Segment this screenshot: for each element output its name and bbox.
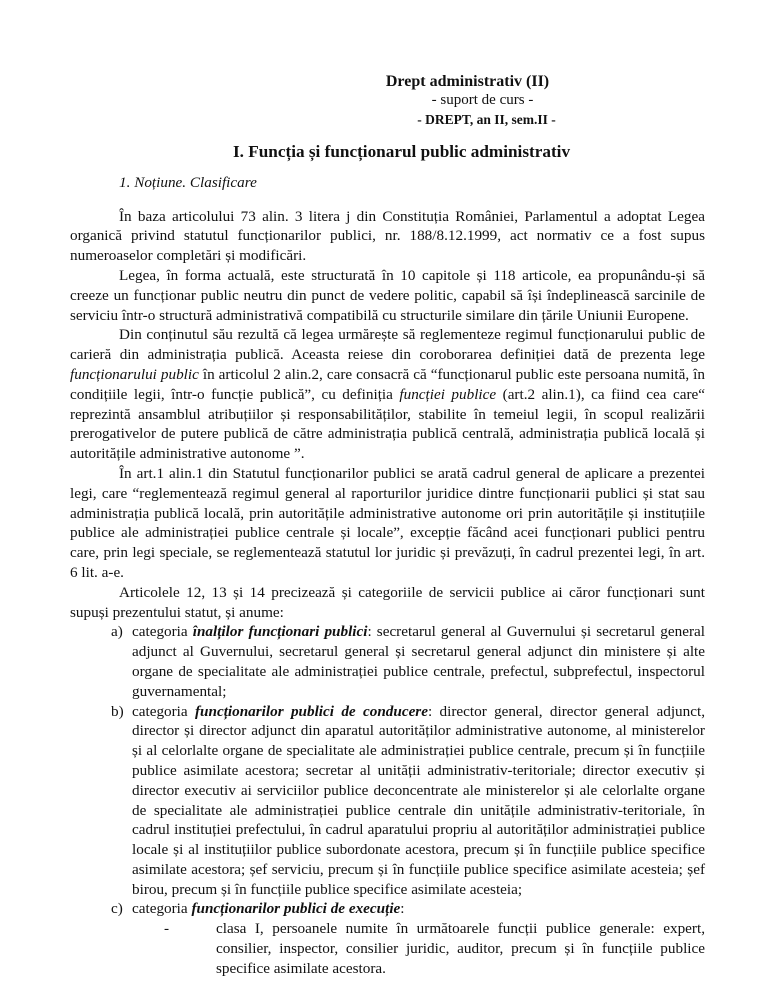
paragraph-4 bbox=[70, 464, 705, 583]
subitem-clasa-1 bbox=[70, 919, 705, 978]
category-item-a bbox=[70, 622, 705, 701]
list-marker: c) bbox=[111, 900, 123, 918]
paragraph-4-text-a: În art.1 alin.1 din Statutul funcționarilor publici se arată cadrul general de aplicare a prezentei legi, care “reglementează regimul general al raporturilor juridice dintre funcționarii publici și stat sau administrația publică locală, prin autoritățile administrative autonome ori prin autoritățile și instituțiile publice ale administrației publice centrale și locale”, excepție făcând acei funcționari publici pentru care, prin legi speciale, se reglementează statutul lor juridic și prevăzuți, în cadrul prezentei legi, în art. 6 lit. a-e. bbox=[70, 464, 705, 581]
category-name: funcționarilor publici de conducere bbox=[195, 702, 428, 720]
category-item-b bbox=[70, 702, 705, 900]
category-text: : director general, director general adjunct, director și director adjunct din aparatul autorităților administrative autonome, al ministerelor și al celorlalte organe de specialitate ale administrației publice centrale, precum și în funcțiile publice asimilate acestora; secretar al unității administrativ-teritoriale; director executiv și director executiv ai serviciilor publice deconcentrate ale ministerelor și ale celorlalte organe de specialitate ale administrației publice centrale din unitățile administrativ-teritoriale, în cadrul instituției prefectului, în cadrul aparatului propriu al autorităților administrației publice locale și al instituțiilor publice subordonate acestora, precum și în funcțiile publice specifice asimilate acestora; șef serviciu, precum și în funcțiile publice specifice asimilate acesteia; șef birou, precum și în funcțiile publice specifice asimilate acesteia; bbox=[132, 702, 705, 898]
category-prefix: categoria bbox=[132, 702, 195, 720]
paragraph-3-text-e: (art.2 alin.1), ca fiind cea care“ reprezintă ansamblul atribuțiilor și responsabilităților, stabilite în temeiul legii, în scopul realizării prerogativelor de putere publică de către administrația publică centrală, administrația publică locală și autoritățile administrative autonome ”. bbox=[70, 385, 705, 463]
section-title: 1. Noțiune. Clasificare bbox=[119, 173, 257, 191]
paragraph-3 bbox=[70, 325, 705, 464]
paragraph-3-text-c: în articolul 2 alin.2, care consacră că “funcționarul public este persoana numită, în condițiile legii, într-o funcție publică”, cu definiția bbox=[70, 365, 705, 403]
course-program: - DREPT, an II, sem.II - bbox=[417, 112, 556, 127]
course-title: Drept administrativ (II) bbox=[385, 73, 550, 90]
categories-list bbox=[70, 622, 705, 919]
category-item-c bbox=[70, 899, 705, 919]
category-text: : bbox=[400, 900, 405, 918]
course-subtitle: - suport de curs - bbox=[431, 92, 534, 108]
category-name: funcționarilor publici de execuție bbox=[191, 900, 401, 918]
category-prefix: categoria bbox=[132, 623, 193, 641]
paragraph-1: În baza articolului 73 alin. 3 litera j din Constituția României, Parlamentul a adoptat Legea organică privind statutul funcționarilor publici, nr. 188/8.12.1999, act normativ ce a fost supus numeroaselor completări și modificări. bbox=[70, 207, 705, 265]
paragraph-5: Articolele 12, 13 și 14 precizează și categoriile de servicii publice ai căror funcționari sunt supuși prezentului statut, și anume: bbox=[70, 583, 705, 621]
paragraph-3-text-a: Din conținutul său rezultă că legea urmărește să reglementeze regimul funcționarului public de carieră din administrația publică. Aceasta reiese din coroborarea definiției dată de prezenta lege bbox=[70, 326, 705, 364]
list-marker: b) bbox=[111, 702, 124, 720]
category-text: : secretarul general al Guvernului și secretarul general adjunct al Guvernului, secretarul general și secretarul general adjunct din ministere și alte organe de specialitate ale administrației publice centrale, prefectul, subprefectul, inspectorul guvernamental; bbox=[132, 623, 705, 700]
category-prefix: categoria bbox=[132, 900, 192, 918]
paragraph-2: Legea, în forma actuală, este structurată în 10 capitole și 118 articole, ea propunându-și să creeze un funcționar public neutru din punct de vedere politic, capabil să își îndeplinească sarcinile de serviciu într-o structură administrativă compatibilă cu structurile similare din țările Uniunii Europene. bbox=[70, 266, 705, 324]
term-functie-publica: funcției publice bbox=[399, 385, 497, 403]
subitem-text: clasa I, persoanele numite în următoarele funcții publice generale: expert, consilier, inspector, consilier juridic, auditor, precum și în funcțiile publice specifice asimilate acestora. bbox=[216, 920, 705, 977]
category-name: înalților funcționari publici bbox=[192, 623, 368, 641]
list-marker: a) bbox=[111, 623, 123, 641]
term-functionar-public: funcționarului public bbox=[70, 365, 199, 383]
chapter-title: I. Funcția și funcționarul public administrativ bbox=[232, 142, 571, 161]
course-header bbox=[230, 72, 705, 129]
dash-marker: - bbox=[164, 920, 170, 938]
